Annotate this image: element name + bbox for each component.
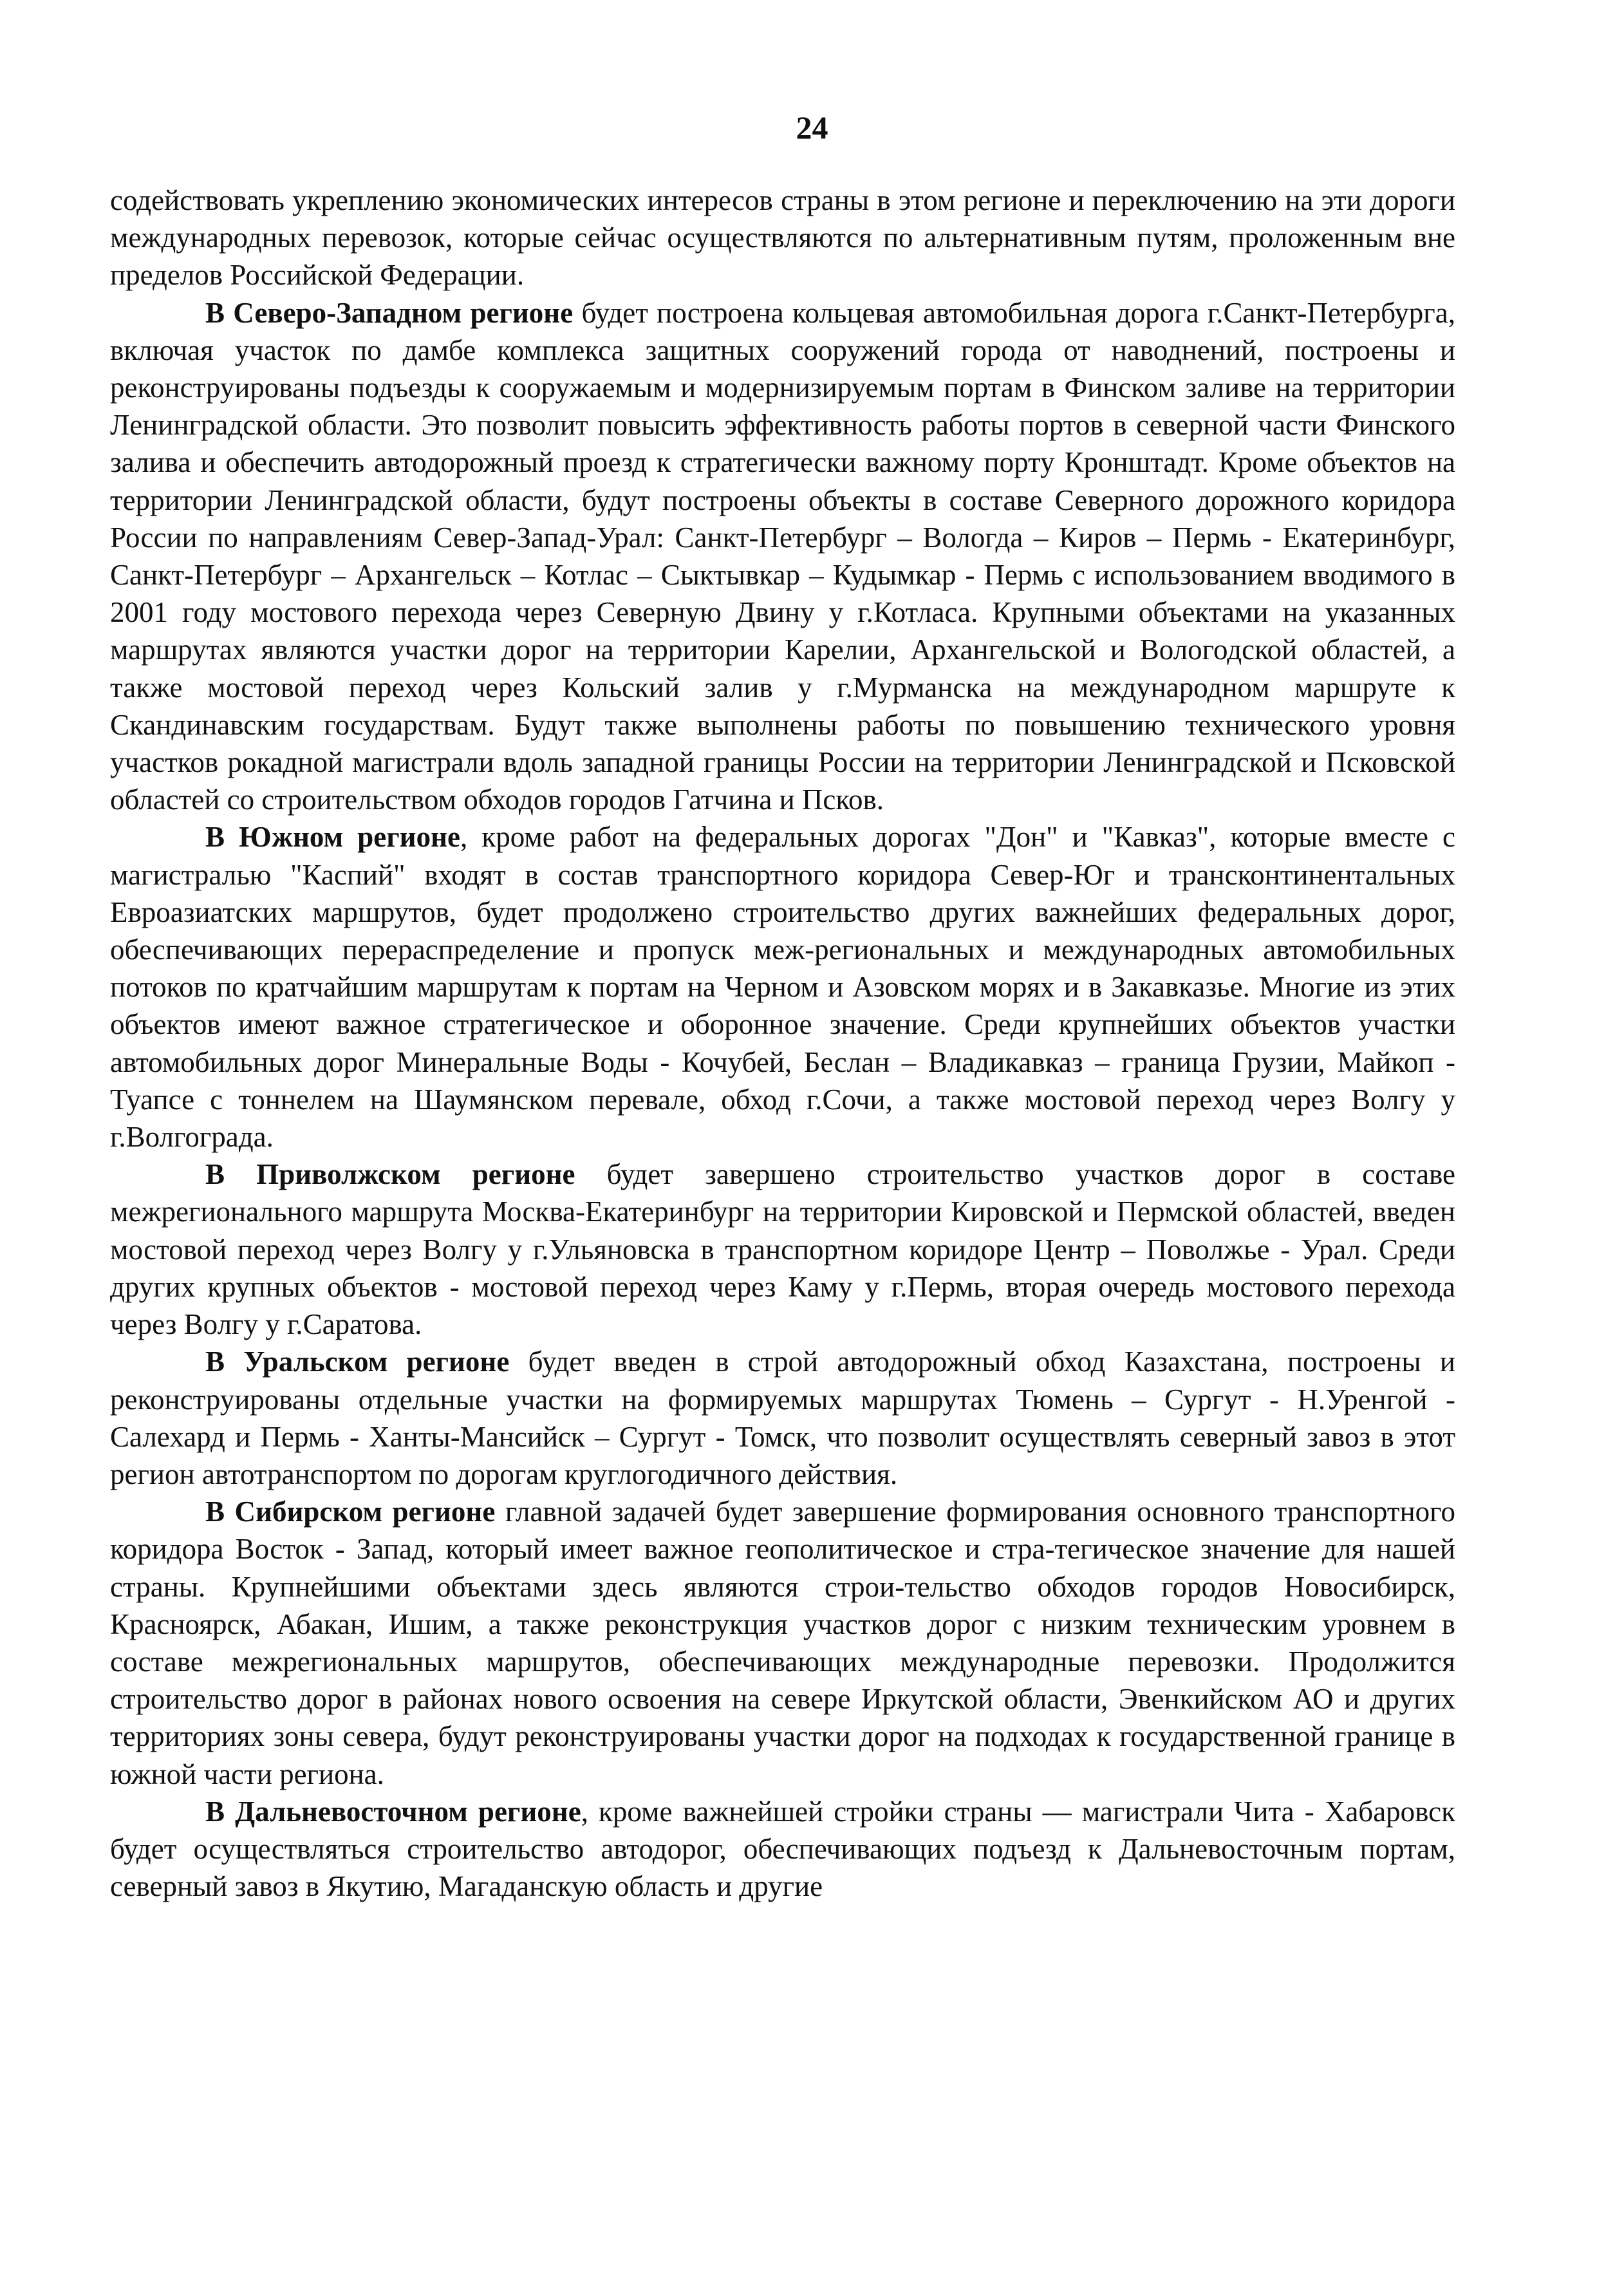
paragraph-continuation xyxy=(110,182,1455,294)
paragraph-text: будет завершено строительство участков дорог в составе межрегионального маршрута Москва-Екатеринбург на территории Кировской и Пермской областей, введен мостовой переход через Волгу у г.Ульяновска в транспортном коридоре Центр – Поволжье - Урал. Среди других крупных объектов - мостовой переход через Каму у г.Пермь, вторая очередь мостового перехода через Волгу у г.Саратова. xyxy=(110,1158,1456,1341)
paragraph-lead: В Южном регионе xyxy=(205,821,460,854)
paragraph-lead: В Уральском регионе xyxy=(205,1345,510,1378)
body-text xyxy=(110,182,1455,1905)
paragraph-ural-region xyxy=(110,1343,1455,1493)
paragraph-volga-region xyxy=(110,1156,1455,1343)
page-number: 24 xyxy=(796,109,828,145)
paragraph-text: будет построена кольцевая автомобильная дорога г.Санкт-Петербурга, включая участок по дамбе комплекса защитных сооружений города от наводнений, построены и реконструированы подъезды к сооружаемым и модернизируемым портам в Финском заливе на территории Ленинградской области. Это позволит повысить эффективность работы портов в северной части Финского залива и обеспечить автодорожный проезд к стратегически важному порту Кронштадт. Кроме объектов на территории Ленинградской области, будут построены объекты в составе Северного дорожного коридора России по направлениям Север-Запад-Урал: Санкт-Петербург – Вологда – Киров – Пермь - Екатеринбург, Санкт-Петербург – Архангельск – Котлас – Сыктывкар – Кудымкар - Пермь с использованием вводимого в 2001 году мостового перехода через Северную Двину у г.Котласа. Крупными объектами на указанных маршрутах являются участки дорог на территории Карелии, Архангельской и Вологодской областей, а также мостовой переход через Кольский залив у г.Мурманска на международном маршруте к Скандинавским государствам. Будут также выполнены работы по повышению технического уровня участков рокадной магистрали вдоль западной границы России на территории Ленинградской и Псковской областей со строительством обходов городов Гатчина и Псков. xyxy=(110,296,1455,816)
paragraph-text: , кроме работ на федеральных дорогах "Дон" и "Кавказ", которые вместе с магистралью "Каспий" входят в состав транспортного коридора Север-Юг и трансконтинентальных Евроазиатских маршрутов, будет продолжено строительство других важнейших федеральных дорог, обеспечивающих перераспределение и пропуск меж-региональных и международных автомобильных потоков по кратчайшим маршрутам к портам на Черном и Азовском морях и в Закавказье. Многие из этих объектов имеют важное стратегическое и оборонное значение. Среди крупнейших объектов участки автомобильных дорог Минеральные Воды - Кочубей, Беслан – Владикавказ – граница Грузии, Майкоп - Туапсе с тоннелем на Шаумянском перевале, обход г.Сочи, а также мостовой переход через Волгу у г.Волгограда. xyxy=(110,821,1455,1154)
paragraph-text: содействовать укреплению экономических интересов страны в этом регионе и переключению на эти дороги международных перевозок, которые сейчас осуществляются по альтернативным путям, проложенным вне пределов Российской Федерации. xyxy=(110,184,1455,292)
paragraph-text: , кроме важнейшей стройки страны — магистрали Чита - Хабаровск будет осуществляться строительство автодорог, обеспечивающих подъезд к Дальневосточным портам, северный завоз в Якутию, Магаданскую область и другие xyxy=(110,1795,1455,1903)
paragraph-siberian-region xyxy=(110,1493,1455,1793)
paragraph-lead: В Северо-Западном регионе xyxy=(205,296,574,329)
paragraph-far-east-region xyxy=(110,1793,1455,1906)
paragraph-south-region xyxy=(110,818,1455,1156)
paragraph-text: главной задачей будет завершение формирования основного транспортного коридора Восток - Запад, который имеет важное геополитическое и стра-тегическое значение для нашей страны. Крупнейшими объектами здесь являются строи-тельство обходов городов Новосибирск, Красноярск, Абакан, Ишим, а также реконструкция участков дорог с низким техническим уровнем в составе межрегиональных маршрутов, обеспечивающих международные перевозки. Продолжится строительство дорог в районах нового освоения на севере Иркутской области, Эвенкийском АО и других территориях зоны севера, будут реконструированы участки дорог на подходах к государственной границе в южной части региона. xyxy=(110,1495,1456,1790)
paragraph-lead: В Сибирском регионе xyxy=(205,1495,496,1528)
paragraph-lead: В Дальневосточном регионе xyxy=(205,1795,581,1828)
paragraph-text: будет введен в строй автодорожный обход Казахстана, построены и реконструированы отдельные участки на формируемых маршрутах Тюмень – Сургут - Н.Уренгой - Салехард и Пермь - Ханты-Мансийск – Сургут - Томск, что позволит осуществлять северный завоз в этот регион автотранспортом по дорогам круглогодичного действия. xyxy=(110,1345,1455,1490)
paragraph-northwest-region xyxy=(110,294,1455,819)
paragraph-lead: В Приволжском регионе xyxy=(205,1158,575,1191)
